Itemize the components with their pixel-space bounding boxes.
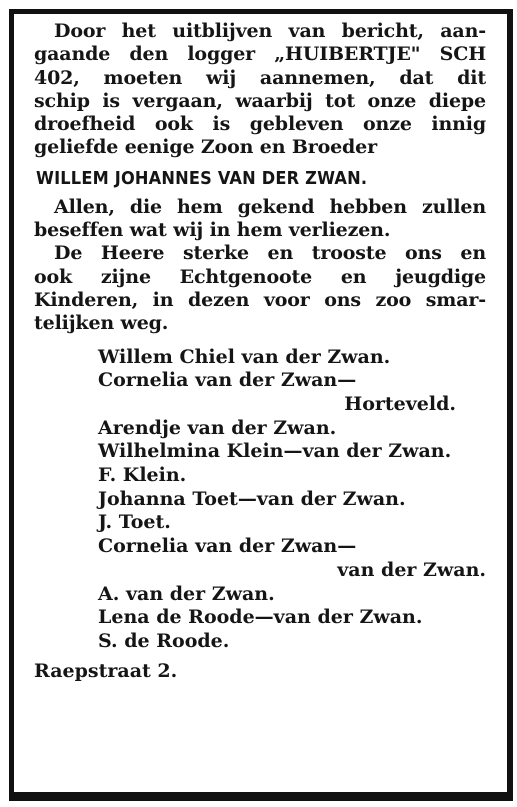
signatory-continuation: van der Zwan. xyxy=(337,558,486,581)
signatory: Willem Chiel van der Zwan. xyxy=(98,345,391,368)
text-line: telijken weg. xyxy=(34,312,169,335)
text-line: Allen, die hem gekend hebben zullen xyxy=(54,195,486,218)
signatory: Wilhelmina Klein—van der Zwan. xyxy=(98,440,452,463)
signatory: Johanna Toet—van der Zwan. xyxy=(98,487,406,510)
signatory: Cornelia van der Zwan— xyxy=(98,369,357,392)
deceased-name: WILLEM JOHANNES VAN DER ZWAN. xyxy=(36,167,368,189)
text-line: Kinderen, in dezen voor ons zoo smar- xyxy=(34,288,486,311)
second-paragraph xyxy=(34,196,486,243)
intro-paragraph xyxy=(34,20,486,160)
text-line: ook zijne Echtgenoote en jeugdige xyxy=(34,265,486,288)
text-line: gaande den logger „HUIBERTJE" SCH xyxy=(34,43,486,66)
death-notice xyxy=(34,20,486,683)
text-line: 402, moeten wij aannemen, dat dit xyxy=(34,66,486,89)
text-line: Door het uitblijven van bericht, aan- xyxy=(54,20,486,42)
signatory: S. de Roode. xyxy=(98,630,230,652)
third-paragraph xyxy=(34,242,486,335)
signatory: J. Toet. xyxy=(98,511,171,534)
address: Raepstraat 2. xyxy=(34,659,178,682)
signatory: F. Klein. xyxy=(98,464,187,487)
signatories-list xyxy=(98,346,486,654)
signatory: A. van der Zwan. xyxy=(98,582,275,605)
signatory-continuation: Horteveld. xyxy=(344,392,456,415)
signatory: Cornelia van der Zwan— xyxy=(98,535,357,558)
text-line: geliefde eenige Zoon en Broeder xyxy=(34,136,377,159)
text-line: beseffen wat wij in hem verliezen. xyxy=(34,219,391,242)
text-line: droefheid ook is gebleven onze innig xyxy=(34,113,486,136)
text-line: schip is vergaan, waarbij tot onze diepe xyxy=(34,89,486,112)
signatory: Lena de Roode—van der Zwan. xyxy=(98,606,423,629)
signatory: Arendje van der Zwan. xyxy=(98,416,337,439)
text-line: De Heere sterke en trooste ons en xyxy=(54,242,486,265)
